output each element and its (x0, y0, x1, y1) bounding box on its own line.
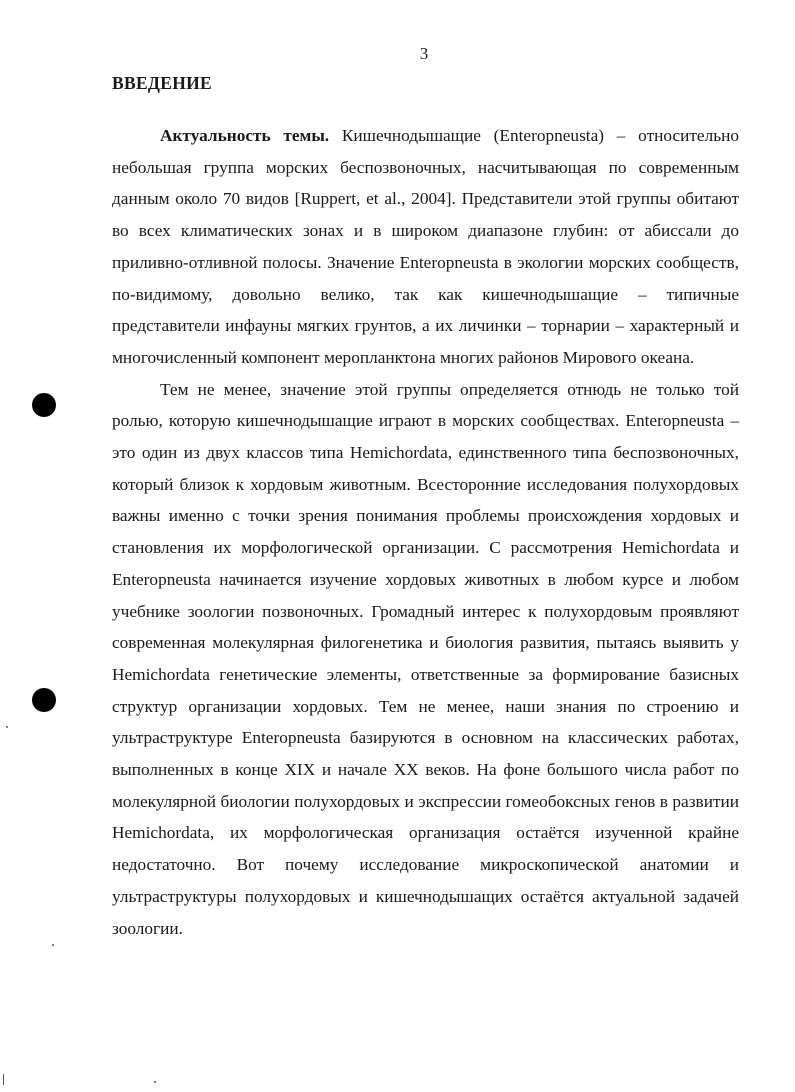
scan-speck (154, 1081, 156, 1083)
punch-hole-lower (32, 688, 56, 712)
scan-speck (52, 944, 54, 946)
paragraph-text: Кишечнодышащие (Enteropneusta) – относительно небольшая группа морских беспозвоночных, насчитывающая по современным данным около 70 видов [Ruppert, et al., 2004]. Представители этой группы обитают во всех климатических зонах и в широком диапазоне глубин: от абиссали до приливно-отливной полосы. Значение Enteropneusta в экологии морских сообществ, по-видимому, довольно велико, так как кишечнодышащие – типичные представители инфауны мягких грунтов, а их личинки – торнарии – характерный и многочисленный компонент меропланктона многих районов Мирового океана. (112, 126, 739, 367)
section-heading: ВВЕДЕНИЕ (112, 73, 213, 93)
page-number: 3 (419, 44, 429, 63)
paragraph-lead-term: Актуальность темы. (160, 126, 330, 145)
paragraph-significance: Тем не менее, значение этой группы определяется отнюдь не только той ролью, которую кишечнодышащие играют в морских сообществах. Enteropneusta – это один из двух классов типа Hemichordata, единственного типа беспозвоночных, который близок к хордовым животным. Всесторонние исследования полухордовых важны именно с точки зрения понимания проблемы происхождения хордовых и становления их морфологической организации. С рассмотрения Hemichordata и Enteropneusta начинается изучение хордовых животных в любом курсе и любом учебнике зоологии позвоночных. Громадный интерес к полухордовым проявляют современная молекулярная филогенетика и биология развития, пытаясь выявить у Hemichordata генетические элементы, ответственные за формирование базисных структур организации хордовых. Тем не менее, наши знания по строению и ультраструктуре Enteropneusta базируются в основном на классических работах, выполненных в конце XIX и начале XX веков. На фоне большого числа работ по молекулярной биологии полухордовых и экспрессии гомеобоксных генов в развитии Hemichordata, их морфологическая организация остаётся изученной крайне недостаточно. Вот почему исследование микроскопической анатомии и ультраструктуры полухордовых и кишечнодышащих остаётся актуальной задачей зоологии. (112, 379, 739, 938)
paragraph-relevance (112, 120, 739, 374)
punch-hole-upper (32, 393, 56, 417)
scan-edge-mark (3, 1074, 4, 1085)
scan-speck (6, 726, 8, 728)
body-text (112, 120, 739, 944)
